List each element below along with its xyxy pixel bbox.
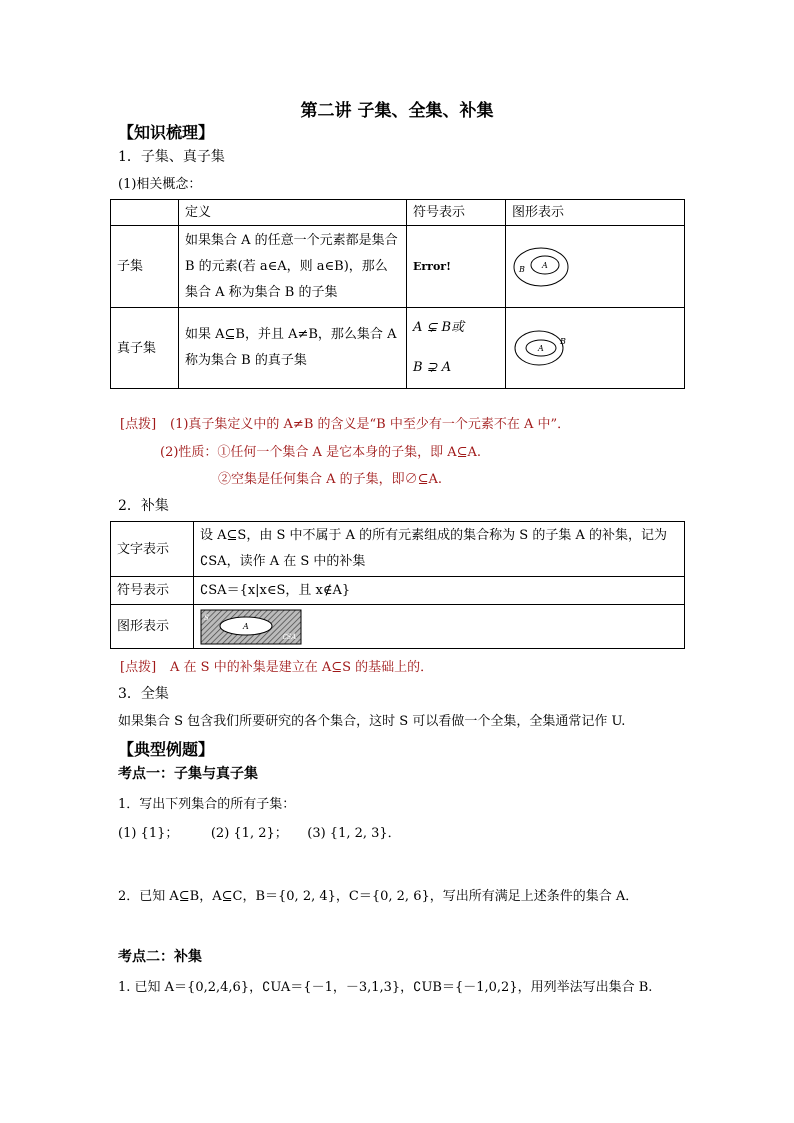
symbol-line-2: B ⊋ A — [413, 360, 452, 375]
content-line-2: ∁SA，读作 A 在 S 中的补集 — [200, 554, 366, 569]
subset-table — [110, 199, 685, 389]
table-header-blank — [111, 200, 179, 226]
table-header-diagram: 图形表示 — [506, 200, 685, 226]
table-row-subset — [111, 226, 685, 308]
table-row-diagram — [111, 605, 685, 649]
content-line-1: 设 A⊆S，由 S 中不属于 A 的所有元素组成的集合称为 S 的子集 A 的补集，记为 — [200, 528, 667, 543]
row-symbol-error: Error! — [407, 226, 506, 308]
inner-set-label: A — [538, 344, 544, 353]
proper-subset-diagram — [506, 308, 685, 389]
tip2-text: A 在 S 中的补集是建立在 A⊆S 的基础上的． — [170, 660, 434, 675]
tip-line-1: (1)真子集定义中的 A≠B 的含义是“B 中至少有一个元素不在 A 中”． — [170, 417, 571, 432]
table-header-symbol: 符号表示 — [407, 200, 506, 226]
heading-universal: 3．全集 — [118, 686, 169, 702]
universal-set-paragraph: 如果集合 S 包含我们所要研究的各个集合，这时 S 可以看做一个全集，全集通常记作 U. — [118, 714, 626, 729]
topic-2-heading: 考点二：补集 — [118, 949, 202, 965]
tip-label: [点拨] — [120, 417, 157, 432]
row-content: ∁SA＝{x|x∈S，且 x∉A} — [194, 577, 685, 605]
table-row-symbol — [111, 577, 685, 605]
tip-line-2: (2)性质：①任何一个集合 A 是它本身的子集，即 A⊆A. — [160, 445, 482, 460]
subset-diagram — [506, 226, 685, 308]
outer-set-label: B — [560, 337, 566, 346]
heading-subset: 1．子集、真子集 — [118, 149, 225, 165]
row-content — [194, 522, 685, 577]
question-2: 2．已知 A⊆B，A⊆C，B＝{0, 2, 4}，C＝{0, 2, 6}，写出所有满足上述条件的集合 A． — [118, 889, 639, 904]
row-definition: 如果集合 A 的任意一个元素都是集合 B 的元素(若 a∈A，则 a∈B)，那么集合 A 称为集合 B 的子集 — [179, 226, 407, 308]
inner-set-label: A — [243, 621, 249, 631]
row-name: 文字表示 — [111, 522, 194, 577]
row-name: 符号表示 — [111, 577, 194, 605]
table-header-definition: 定义 — [179, 200, 407, 226]
row-name: 真子集 — [111, 308, 179, 389]
complement-diagram — [194, 605, 685, 649]
complement-table — [110, 521, 685, 649]
question-1-items: (1) {1}； (2) {1, 2}； (3) {1, 2, 3}． — [118, 826, 401, 841]
section-knowledge-heading: 【知识梳理】 — [118, 123, 215, 142]
row-name: 子集 — [111, 226, 179, 308]
complement-label: ∁SA — [282, 632, 297, 641]
table-row-proper-subset — [111, 308, 685, 389]
question-1: 1．写出下列集合的所有子集： — [118, 797, 296, 812]
section-examples-heading: 【典型例题】 — [118, 740, 215, 759]
heading-complement: 2．补集 — [118, 498, 169, 514]
outer-set-label: B — [519, 264, 525, 274]
page-title: 第二讲 子集、全集、补集 — [300, 101, 494, 121]
topic-1-heading: 考点一：子集与真子集 — [118, 766, 258, 782]
question-3: 1. 已知 A＝{0,2,4,6}，∁UA＝{－1，－3,1,3}，∁UB＝{－1,0,2}，用列举法写出集合 B. — [118, 980, 653, 995]
tip-line-3: ②空集是任何集合 A 的子集，即∅⊆A. — [218, 472, 443, 487]
universal-set-label: S — [204, 613, 209, 622]
row-symbol — [407, 308, 506, 389]
heading-concepts: (1)相关概念： — [118, 177, 202, 192]
row-name: 图形表示 — [111, 605, 194, 649]
inner-set-label: A — [542, 260, 548, 270]
symbol-line-1: A ⊊ B或 — [413, 320, 465, 335]
row-definition: 如果 A⊆B，并且 A≠B，那么集合 A 称为集合 B 的真子集 — [179, 308, 407, 389]
table-row-text — [111, 522, 685, 577]
tip2-label: [点拨] — [120, 660, 157, 675]
